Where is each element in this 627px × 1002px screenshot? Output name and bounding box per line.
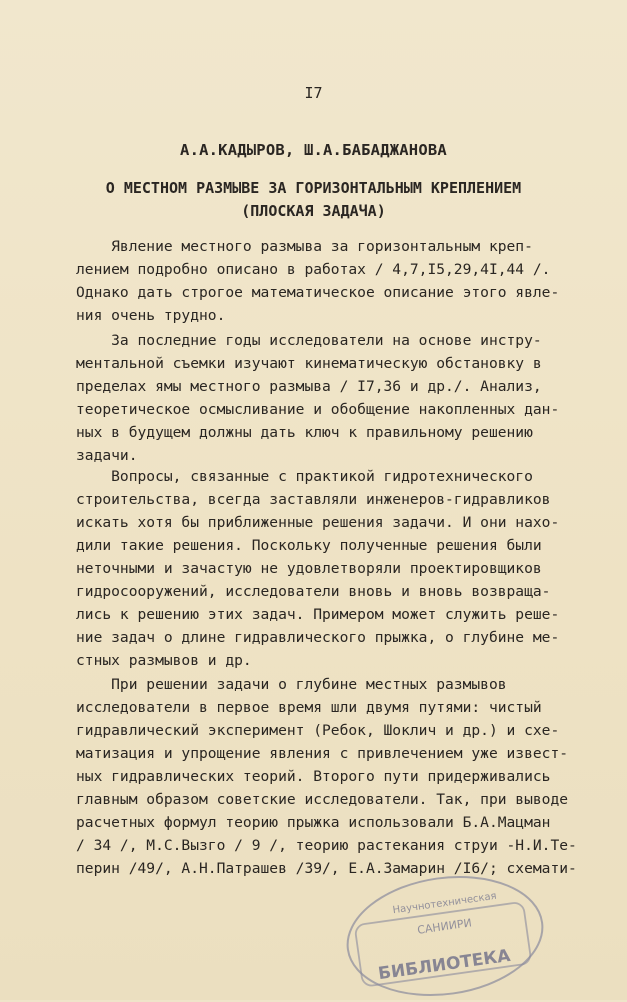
body-line: Явление местного размыва за горизонтальным креп- xyxy=(76,238,533,255)
body-line: / 34 /, М.С.Вызго / 9 /, теорию растекания струи -Н.И.Те- xyxy=(76,837,577,854)
body-line: строительства, всегда заставляли инженеров-гидравликов xyxy=(76,491,551,508)
body-line: исследователи в первое время шли двумя путями: чистый xyxy=(76,699,542,716)
body-line: ментальной съемки изучают кинематическую обстановку в xyxy=(76,355,542,372)
body-line: неточными и зачастую не удовлетворяли проектировщиков xyxy=(76,560,542,577)
article-title-line-2: (ПЛОСКАЯ ЗАДАЧА) xyxy=(241,202,386,220)
body-line: При решении задачи о глубине местных размывов xyxy=(76,676,507,693)
body-line: теоретическое осмысливание и обобщение накопленных дан- xyxy=(76,401,560,418)
body-line: стных размывов и др. xyxy=(76,652,252,669)
stamp-text-line-3: БИБЛИОТЕКА xyxy=(376,945,512,985)
body-line: искать хотя бы приближенные решения задачи. И они нахо- xyxy=(76,514,560,531)
body-line: За последние годы исследователи на основе инстру- xyxy=(76,332,542,349)
stamp-text-line-2: САНИИРИ xyxy=(416,916,473,937)
body-line: матизация и упрощение явления с привлечением уже извест- xyxy=(76,745,569,762)
body-line: перин /49/, А.Н.Патрашев /39/, Е.А.Замарин /I6/; схемати- xyxy=(76,860,577,877)
body-line: ных в будущем должны дать ключ к правильному решению xyxy=(76,424,533,441)
body-line: ных гидравлических теорий. Второго пути придерживались xyxy=(76,768,551,785)
library-stamp xyxy=(340,858,550,998)
body-line: лись к решению этих задач. Примером может служить реше- xyxy=(76,606,560,623)
body-line: гидросооружений, исследователи вновь и вновь возвраща- xyxy=(76,583,551,600)
article-title-line-1: О МЕСТНОМ РАЗМЫВЕ ЗА ГОРИЗОНТАЛЬНЫМ КРЕПЛЕНИЕМ xyxy=(105,179,522,197)
body-line: расчетных формул теорию прыжка использовали Б.А.Мацман xyxy=(76,814,551,831)
body-line: гидравлический эксперимент (Ребок, Шоклич и др.) и схе- xyxy=(76,722,560,739)
page-number: I7 xyxy=(304,84,323,102)
body-line: Вопросы, связанные с практикой гидротехнического xyxy=(76,468,533,485)
body-line: лением подробно описано в работах / 4,7,I5,29,4I,44 /. xyxy=(76,261,551,278)
body-line: Однако дать строгое математическое описание этого явле- xyxy=(76,284,560,301)
body-line: ния очень трудно. xyxy=(76,307,226,324)
body-line: пределах ямы местного размыва / I7,36 и др./. Анализ, xyxy=(76,378,542,395)
stamp-text-line-1: Научнотехническая xyxy=(391,890,498,917)
body-line: дили такие решения. Поскольку полученные решения были xyxy=(76,537,542,554)
body-line: ние задач о длине гидравлического прыжка, о глубине ме- xyxy=(76,629,560,646)
body-line: главным образом советские исследователи. Так, при выводе xyxy=(76,791,569,808)
authors: А.А.КАДЫРОВ, Ш.А.БАБАДЖАНОВА xyxy=(180,141,447,159)
body-line: задачи. xyxy=(76,447,138,464)
